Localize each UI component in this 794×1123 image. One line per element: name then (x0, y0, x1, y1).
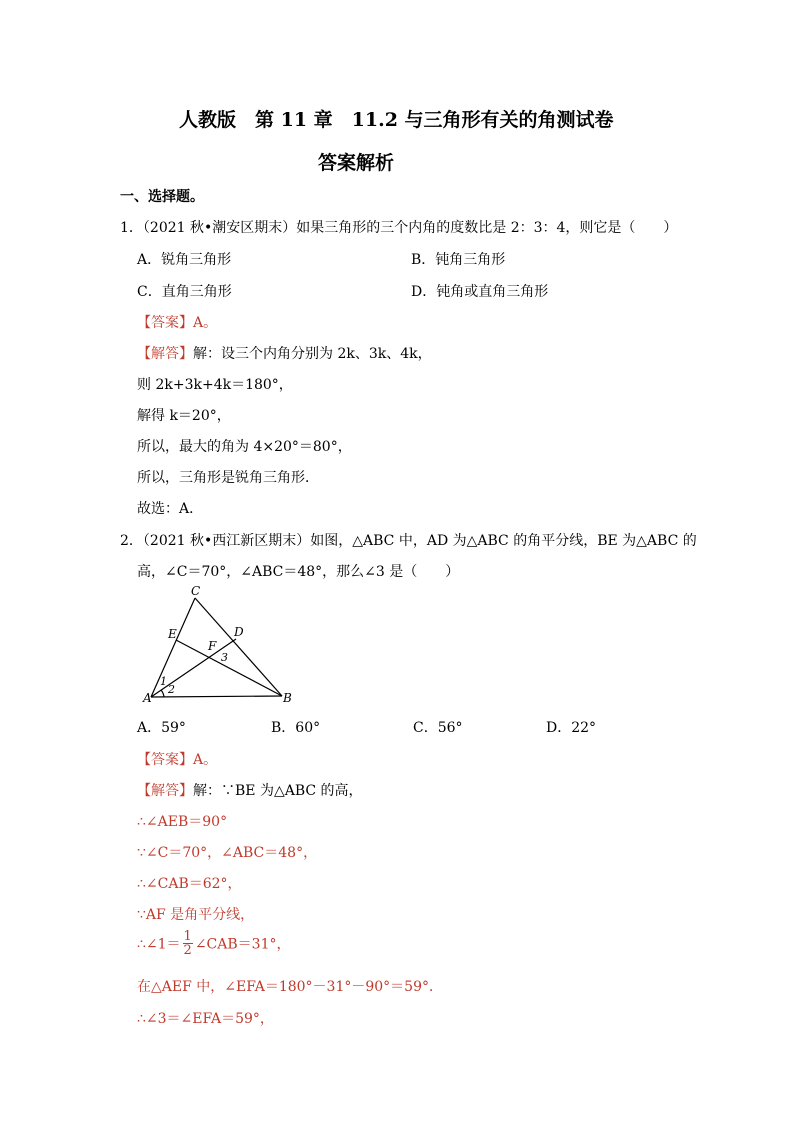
q2-option-c: C．56° (413, 720, 463, 736)
label-c: C (191, 584, 201, 598)
q2-analysis-line-1: ∵∠C＝70°，∠ABC＝48°， (137, 845, 318, 861)
q1-analysis-line-1: 则 2k+3k+4k＝180°， (137, 377, 293, 393)
label-two: 2 (168, 683, 175, 696)
q2-option-d: D．22° (546, 720, 597, 736)
q2-analysis-line-2: ∴∠CAB＝62°， (137, 876, 242, 892)
q2-analysis-line-0: ∴∠AEB＝90° (137, 814, 228, 830)
q2-analysis-tag: 【解答】 (137, 783, 193, 799)
q1-analysis-first (137, 343, 432, 363)
q2-answer-value: A。 (193, 752, 218, 768)
q1-analysis-line-2: 解得 k＝20°， (137, 408, 231, 424)
q2-analysis-line-3: ∵AF 是角平分线， (137, 907, 255, 923)
fraction-half (183, 930, 193, 957)
q2-option-a: A．59° (137, 720, 186, 736)
label-one: 1 (160, 675, 167, 688)
q2-answer (137, 749, 217, 769)
q2-analysis-line-after-1: ∴∠3＝∠EFA＝59°， (137, 1011, 274, 1027)
q2-option-b: B．60° (271, 720, 321, 736)
segment-ab (151, 696, 282, 697)
q1-analysis-line-0: 解：设三个内角分别为 2k、3k、4k， (193, 346, 432, 362)
q1-answer-tag: 【答案】 (137, 315, 193, 331)
triangle-figure (138, 584, 298, 709)
segment-be (176, 640, 282, 696)
q1-answer (137, 312, 217, 332)
label-three: 3 (221, 651, 228, 664)
label-a: A (143, 691, 152, 705)
q1-answer-value: A。 (193, 315, 218, 331)
doc-title-line2: 答案解析 (318, 152, 395, 174)
q1-analysis-line-3: 所以，最大的角为 4×20°＝80°， (137, 439, 352, 455)
q2-fraction-line (137, 930, 290, 957)
q1-option-c: C．直角三角形 (137, 284, 232, 300)
angle-arc-a (161, 690, 164, 697)
q1-analysis-line-5: 故选：A． (137, 501, 204, 517)
q2-analysis-intro: 解：∵BE 为△ABC 的高， (193, 783, 363, 799)
fraction-suffix: ∠CAB＝31°， (194, 936, 291, 953)
q1-analysis-tag: 【解答】 (137, 346, 193, 362)
fraction-prefix: ∴∠1＝ (137, 936, 181, 953)
q1-analysis-line-4: 所以，三角形是锐角三角形． (137, 470, 319, 486)
q2-stem-line1: 2．（2021 秋•西江新区期末）如图，△ABC 中，AD 为△ABC 的角平分线，BE 为△ABC 的 (120, 533, 697, 549)
label-f: F (208, 639, 217, 653)
q2-analysis-line-after-0: 在△AEF 中，∠EFA＝180°－31°－90°＝59°． (137, 979, 443, 995)
q1-stem: 1．（2021 秋•潮安区期末）如果三角形的三个内角的度数比是 2：3：4，则它是（ ） (120, 220, 678, 236)
label-d: D (234, 625, 244, 639)
q1-option-b: B．钝角三角形 (411, 252, 506, 268)
q1-option-d: D．钝角或直角三角形 (411, 284, 549, 300)
q1-option-a: A．锐角三角形 (137, 252, 232, 268)
label-e: E (168, 627, 177, 641)
fraction-denominator: 2 (183, 943, 192, 958)
q2-stem-line2: 高，∠C＝70°，∠ABC＝48°，那么∠3 是（ ） (137, 564, 460, 580)
q2-answer-tag: 【答案】 (137, 752, 193, 768)
doc-title-line1: 人教版 第 11 章 11.2 与三角形有关的角测试卷 (179, 109, 614, 131)
fraction-numerator: 1 (183, 929, 192, 944)
q2-analysis-first (137, 780, 363, 800)
section-heading: 一、选择题。 (120, 189, 204, 205)
label-b: B (283, 691, 292, 705)
